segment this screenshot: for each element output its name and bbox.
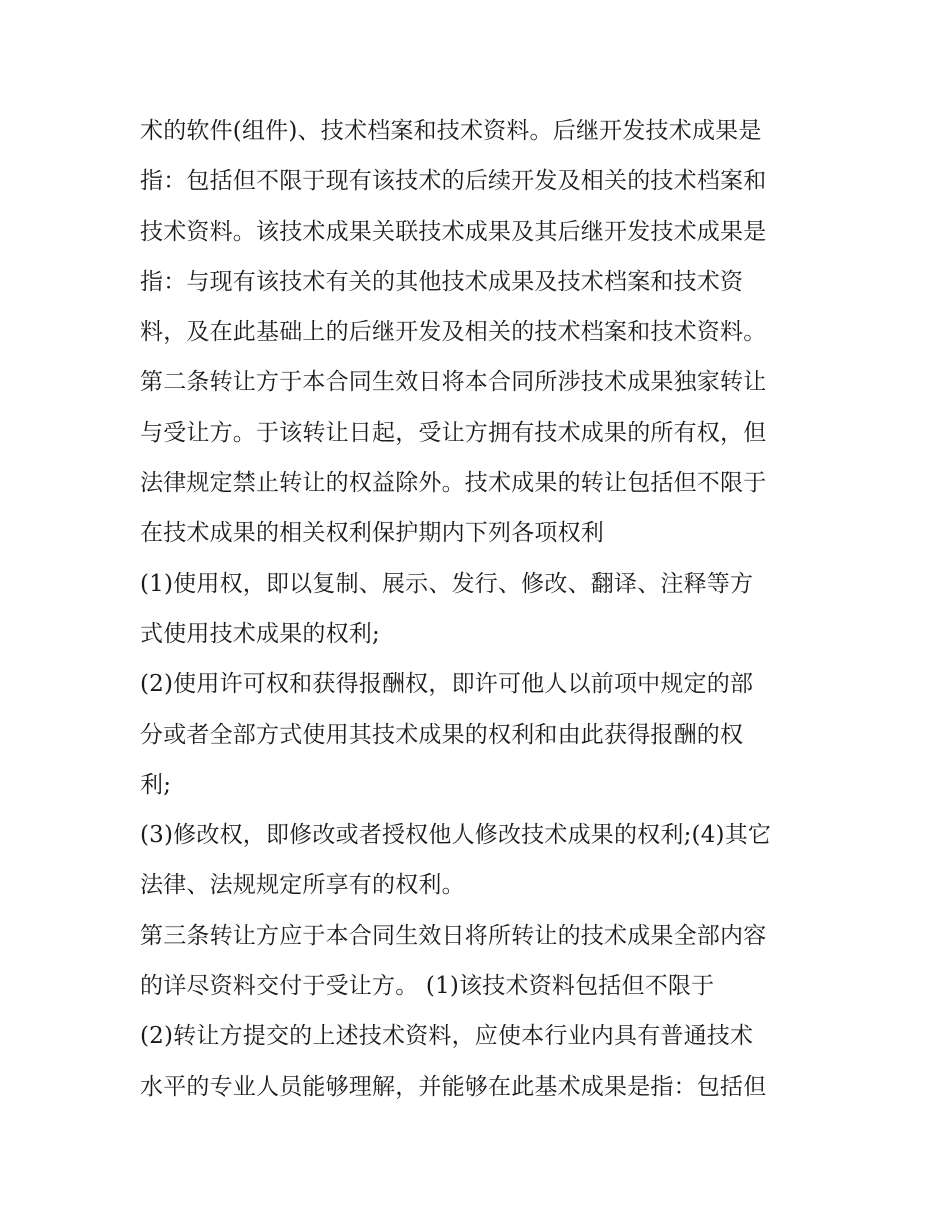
text-line: 指：与现有该技术有关的其他技术成果及技术档案和技术资 [140,268,744,295]
text-line: 第三条转让方应于本合同生效日将所转让的技术成果全部内容 [140,922,767,949]
text-line: 技术资料。该技术成果关联技术成果及其后继开发技术成果是 [140,218,767,245]
text-line: 指：包括但不限于现有该技术的后续开发及相关的技术档案和 [140,168,767,195]
text-line: (2)转让方提交的上述技术资料，应使本行业内具有普通技术 [140,1023,754,1050]
text-line: 第二条转让方于本合同生效日将本合同所涉技术成果独家转让 [140,369,767,396]
text-line: 与受让方。于该转让日起，受让方拥有技术成果的所有权，但 [140,419,767,446]
text-line: 法律规定禁止转让的权益除外。技术成果的转让包括但不限于 [140,470,767,497]
text-line: 的详尽资料交付于受让方。 (1)该技术资料包括但不限于 [140,973,715,1000]
text-line: 法律、法规规定所享有的权利。 [140,872,465,899]
text-line: 水平的专业人员能够理解，并能够在此基术成果是指：包括但 [140,1073,767,1100]
text-line: (1)使用权，即以复制、展示、发行、修改、翻译、注释等方 [140,570,754,597]
text-line: 在技术成果的相关权利保护期内下列各项权利 [140,520,604,547]
text-line: 利; [140,771,172,798]
text-line: (2)使用许可权和获得报酬权，即许可他人以前项中规定的部 [140,671,754,698]
text-line: 术的软件(组件)、技术档案和技术资料。后继开发技术成果是 [140,118,762,144]
text-line: (3)修改权，即修改或者授权他人修改技术成果的权利;(4)其它 [140,822,772,849]
text-line: 式使用技术成果的权利; [140,620,380,647]
document-body [140,106,820,1112]
text-line: 料，及在此基础上的后继开发及相关的技术档案和技术资料。 [140,319,767,346]
text-line: 分或者全部方式使用其技术成果的权利和由此获得报酬的权 [140,721,744,748]
